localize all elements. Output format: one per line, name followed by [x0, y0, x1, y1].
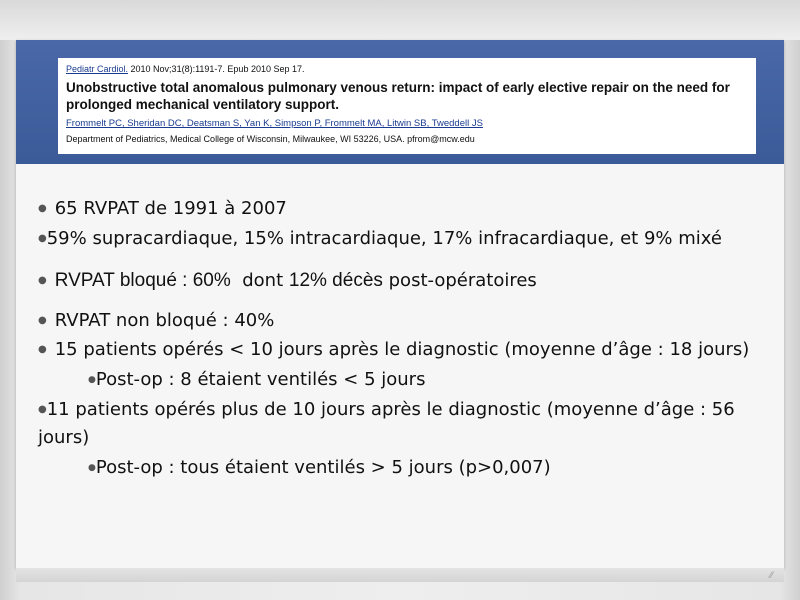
slide-content — [38, 194, 768, 484]
bullet-dot-icon: ● — [38, 404, 47, 415]
bullet-text-2: 59% supracardiaque, 15% intracardiaque, 17% infracardiaque, et 9% mixé — [46, 228, 722, 249]
bullet-text-4: RVPAT non bloqué : 40% — [54, 310, 275, 331]
bullet-item-1 — [38, 194, 768, 224]
bullet-item-3 — [38, 264, 768, 298]
top-band — [0, 0, 800, 40]
sub-bullet-text-6: Post-op : tous étaient ventilés > 5 jours (p>0,007) — [95, 457, 551, 478]
bullet-item-4 — [38, 306, 768, 336]
bullet-dot-icon: ● — [88, 463, 96, 473]
bullet-text-5: 15 patients opérés < 10 jours après le diagnostic (moyenne d’âge : 18 jours) — [54, 339, 750, 360]
bullet-dot-icon: ● — [88, 375, 96, 385]
resize-grip-icon: ⁄⁄ — [770, 570, 774, 580]
bottom-strip — [16, 568, 784, 582]
bullet-text-3-main: RVPAT bloqué : 60% — [54, 270, 231, 291]
bullet-dot-icon: ● — [38, 315, 47, 326]
bullet-dot-icon: ● — [38, 275, 47, 286]
sub-bullet-item-5 — [38, 364, 768, 396]
citation-authors[interactable]: Frommelt PC, Sheridan DC, Deatsman S, Yan K, Simpson P, Frommelt MA, Litwin SB, Tweddell JS — [66, 118, 483, 129]
bullet-text-3-deces: 12% décès — [288, 270, 383, 291]
bullet-item-6 — [38, 396, 768, 452]
bullet-text-1: 65 RVPAT de 1991 à 2007 — [54, 198, 287, 219]
citation-journal-link[interactable]: Pediatr Cardiol. — [66, 64, 129, 74]
bullet-dot-icon: ● — [38, 203, 47, 214]
bullet-item-5 — [38, 336, 768, 364]
citation-box — [58, 58, 756, 154]
bullet-text-6: 11 patients opérés plus de 10 jours après le diagnostic (moyenne d’âge : 56 jours) — [38, 399, 735, 448]
sub-bullet-text-5: Post-op : 8 étaient ventilés < 5 jours — [95, 369, 426, 390]
bullet-dot-icon: ● — [38, 344, 47, 355]
citation-reference: 2010 Nov;31(8):1191-7. Epub 2010 Sep 17. — [128, 64, 305, 74]
header-bar — [16, 40, 784, 164]
bullet-text-3-postop: post-opératoires — [388, 270, 537, 291]
citation-department: Department of Pediatrics, Medical College of Wisconsin, Milwaukee, WI 53226, USA. pfrom@mcw.edu — [66, 134, 475, 144]
citation-title: Unobstructive total anomalous pulmonary venous return: impact of early elective repair on the need for prolonged mechanical ventilatory support. — [66, 80, 730, 112]
bullet-dot-icon: ● — [38, 233, 47, 244]
sub-bullet-item-6 — [38, 452, 768, 484]
bullet-item-2 — [38, 224, 768, 254]
bullet-text-3-dont: dont — [242, 270, 284, 291]
citation-reference-line — [66, 64, 748, 75]
